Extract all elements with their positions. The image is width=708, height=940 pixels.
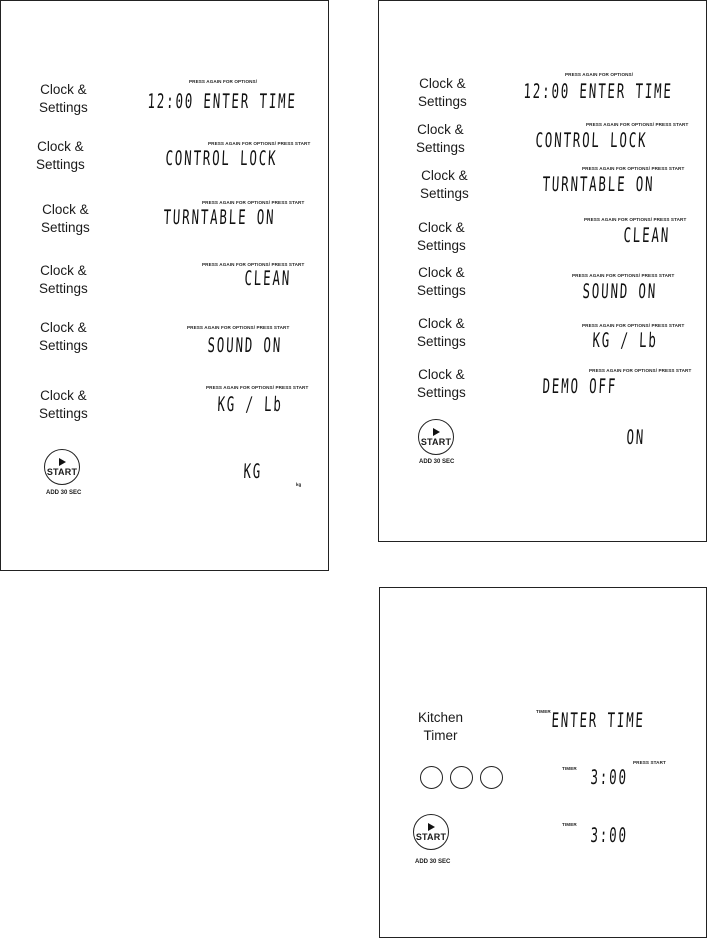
kitchen-timer-button[interactable] <box>418 709 463 744</box>
key-label-line2: Settings <box>39 405 88 421</box>
lcd-display: CONTROL LOCK <box>535 128 648 152</box>
clock-settings-button[interactable] <box>36 138 85 173</box>
start-button[interactable] <box>413 814 449 850</box>
hint-text: PRESS AGAIN FOR OPTIONS/ PRESS START <box>582 166 685 171</box>
clock-settings-button[interactable] <box>418 75 467 110</box>
lcd-display: ON <box>626 425 646 449</box>
hint-text: PRESS AGAIN FOR OPTIONS/ PRESS START <box>202 200 305 205</box>
lcd-display: KG / Lb <box>217 392 284 416</box>
hint-text: PRESS AGAIN FOR OPTIONS/ PRESS START <box>572 273 675 278</box>
number-button[interactable] <box>480 766 503 789</box>
clock-settings-button[interactable] <box>41 201 90 236</box>
key-label-line1: Clock & <box>40 263 87 278</box>
key-label-line1: Clock & <box>417 122 464 137</box>
timer-tag: TIMER <box>562 822 577 827</box>
hint-text: PRESS AGAIN FOR OPTIONS/ PRESS START <box>202 262 305 267</box>
play-icon <box>59 458 66 466</box>
clock-settings-button[interactable] <box>417 264 466 299</box>
start-button[interactable] <box>44 449 80 485</box>
lcd-display: SOUND ON <box>582 279 658 303</box>
lcd-display: 3:00 <box>590 823 629 847</box>
key-label-line2: Settings <box>39 337 88 353</box>
lcd-display: KG / Lb <box>592 328 659 352</box>
unit-label: kg <box>296 482 302 487</box>
clock-settings-button[interactable] <box>39 387 88 422</box>
lcd-display: 12:00 ENTER TIME <box>147 89 298 113</box>
key-label-line2: Settings <box>416 139 465 155</box>
hint-text: PRESS AGAIN FOR OPTIONS/ <box>189 79 258 84</box>
key-label-line2: Settings <box>420 185 469 201</box>
hint-text: PRESS AGAIN FOR OPTIONS/ PRESS START <box>208 141 311 146</box>
key-label-line2: Settings <box>417 237 466 253</box>
key-label-line1: Clock & <box>40 320 87 335</box>
start-button[interactable] <box>418 419 454 455</box>
key-label-line1: Clock & <box>40 82 87 97</box>
hint-text: PRESS AGAIN FOR OPTIONS/ PRESS START <box>589 368 692 373</box>
play-icon <box>433 428 440 436</box>
key-label-line1: Clock & <box>418 265 465 280</box>
lcd-display: TURNTABLE ON <box>542 172 655 196</box>
clock-settings-button[interactable] <box>417 366 466 401</box>
hint-text: PRESS AGAIN FOR OPTIONS/ PRESS START <box>206 385 309 390</box>
key-label-line2: Timer <box>423 727 458 743</box>
key-label-line2: Settings <box>417 333 466 349</box>
lcd-display: 12:00 ENTER TIME <box>523 79 674 103</box>
panel-clock-settings-a <box>0 0 329 571</box>
key-label-line1: Clock & <box>421 168 468 183</box>
hint-text: PRESS START <box>633 760 666 765</box>
clock-settings-button[interactable] <box>417 219 466 254</box>
clock-settings-button[interactable] <box>39 262 88 297</box>
timer-tag: TIMER <box>536 709 551 714</box>
lcd-display: TURNTABLE ON <box>163 205 276 229</box>
clock-settings-button[interactable] <box>39 81 88 116</box>
key-label-line1: Clock & <box>42 202 89 217</box>
key-label-line1: Clock & <box>40 388 87 403</box>
lcd-display: DEMO OFF <box>542 374 618 398</box>
panel-kitchen-timer <box>379 587 707 938</box>
timer-tag: TIMER <box>562 766 577 771</box>
clock-settings-button[interactable] <box>416 121 465 156</box>
key-label-line2: Settings <box>39 280 88 296</box>
key-label-line1: Kitchen <box>418 710 464 725</box>
add-30-sec-caption: ADD 30 SEC <box>46 490 82 496</box>
add-30-sec-caption: ADD 30 SEC <box>419 459 455 465</box>
hint-text: PRESS AGAIN FOR OPTIONS/ PRESS START <box>582 323 685 328</box>
key-label-line1: Clock & <box>418 220 465 235</box>
hint-text: PRESS AGAIN FOR OPTIONS/ PRESS START <box>584 217 687 222</box>
lcd-display: CONTROL LOCK <box>165 146 278 170</box>
start-label: START <box>46 466 78 477</box>
lcd-display: ENTER TIME <box>551 708 646 732</box>
play-icon <box>428 823 435 831</box>
lcd-display: KG <box>243 459 263 483</box>
key-label-line2: Settings <box>417 384 466 400</box>
clock-settings-button[interactable] <box>39 319 88 354</box>
lcd-display: SOUND ON <box>207 333 283 357</box>
key-label-line1: Clock & <box>418 316 465 331</box>
add-30-sec-caption: ADD 30 SEC <box>415 859 451 865</box>
key-label-line2: Settings <box>417 282 466 298</box>
number-button[interactable] <box>420 766 443 789</box>
lcd-display: 3:00 <box>590 765 629 789</box>
hint-text: PRESS AGAIN FOR OPTIONS/ <box>565 72 634 77</box>
key-label-line1: Clock & <box>419 76 466 91</box>
key-label-line2: Settings <box>36 156 85 172</box>
lcd-display: CLEAN <box>244 266 292 290</box>
start-label: START <box>415 831 447 842</box>
key-label-line2: Settings <box>39 99 88 115</box>
clock-settings-button[interactable] <box>417 315 466 350</box>
hint-text: PRESS AGAIN FOR OPTIONS/ PRESS START <box>586 122 689 127</box>
hint-text: PRESS AGAIN FOR OPTIONS/ PRESS START <box>187 325 290 330</box>
clock-settings-button[interactable] <box>420 167 469 202</box>
key-label-line1: Clock & <box>37 139 84 154</box>
start-label: START <box>420 436 452 447</box>
number-button[interactable] <box>450 766 473 789</box>
key-label-line2: Settings <box>41 219 90 235</box>
lcd-display: CLEAN <box>623 223 671 247</box>
panel-clock-settings-b <box>378 0 707 542</box>
key-label-line1: Clock & <box>418 367 465 382</box>
key-label-line2: Settings <box>418 93 467 109</box>
